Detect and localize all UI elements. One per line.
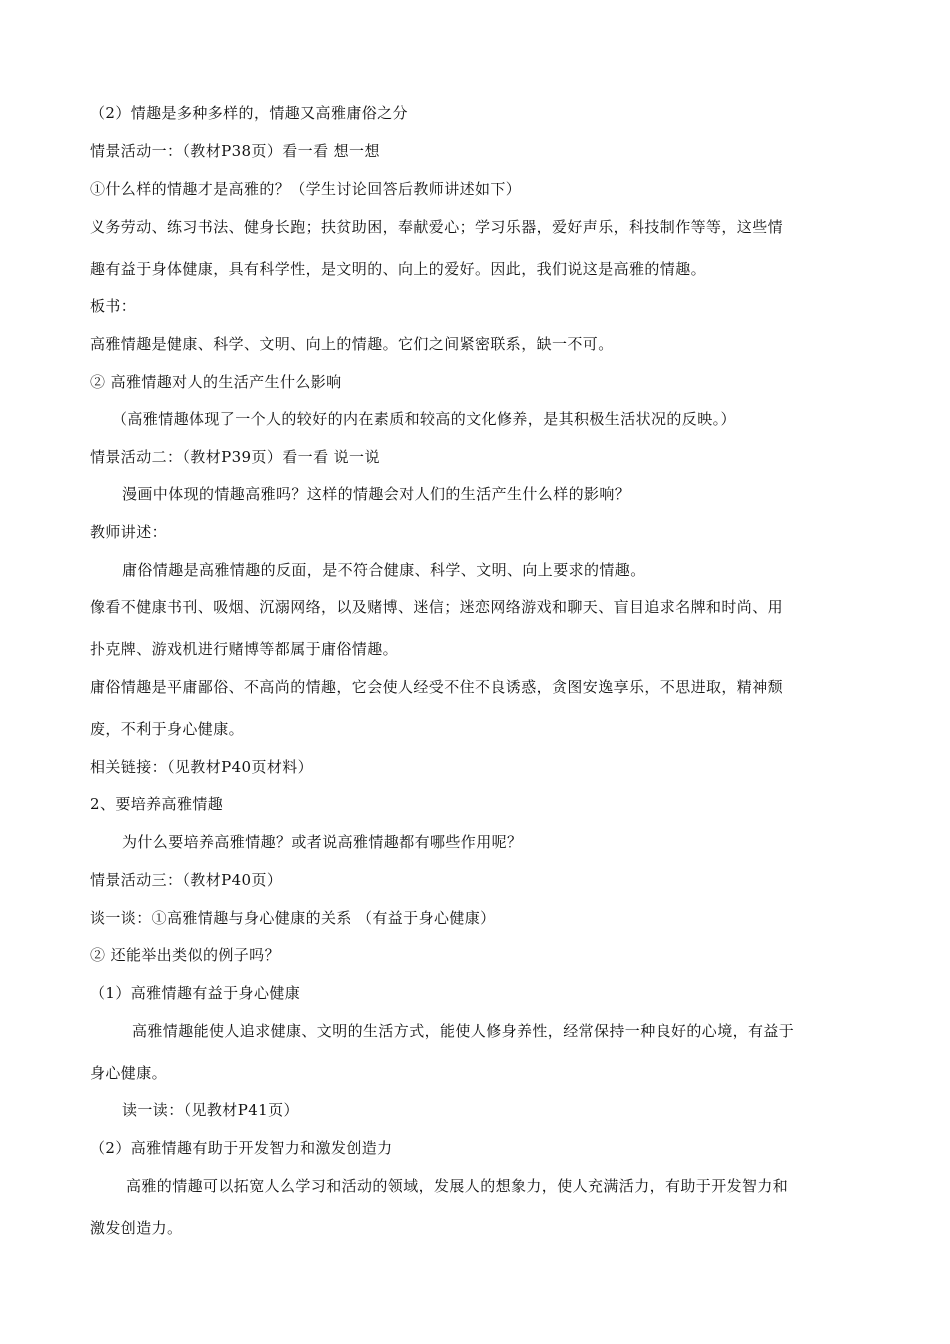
question-line: ② 高雅情趣对人的生活产生什么影响 bbox=[90, 373, 342, 391]
activity-heading: 情景活动二：（教材P39页）看一看 说一说 bbox=[90, 448, 380, 466]
paragraph-line: 高雅情趣是健康、科学、文明、向上的情趣。它们之间紧密联系，缺一不可。 bbox=[90, 335, 614, 353]
paragraph-line: 趣有益于身体健康，具有科学性，是文明的、向上的爱好。因此，我们说这是高雅的情趣。 bbox=[90, 260, 707, 278]
paragraph-line: 高雅的情趣可以拓宽人么学习和活动的领域，发展人的想象力，使人充满活力，有助于开发智力和 bbox=[126, 1177, 789, 1195]
label-line: 板书： bbox=[90, 297, 137, 315]
question-line: 为什么要培养高雅情趣？或者说高雅情趣都有哪些作用呢？ bbox=[122, 833, 523, 851]
subsection-heading: （1）高雅情趣有益于身心健康 bbox=[90, 984, 301, 1002]
question-line: ①什么样的情趣才是高雅的？（学生讨论回答后教师讲述如下） bbox=[90, 180, 522, 198]
question-line: ② 还能举出类似的例子吗？ bbox=[90, 946, 280, 964]
label-line: 读一读：（见教材P41页） bbox=[122, 1101, 299, 1119]
label-line: 相关链接：（见教材P40页材料） bbox=[90, 758, 314, 776]
paragraph-line: 庸俗情趣是平庸鄙俗、不高尚的情趣，它会使人经受不住不良诱惑，贪图安逸享乐，不思进取，精神颓 bbox=[90, 678, 784, 696]
paragraph-line: 身心健康。 bbox=[90, 1064, 168, 1082]
subsection-heading: （2）高雅情趣有助于开发智力和激发创造力 bbox=[90, 1139, 393, 1157]
question-line: 谈一谈：①高雅情趣与身心健康的关系 （有益于身心健康） bbox=[90, 909, 496, 927]
activity-heading: 情景活动一：（教材P38页）看一看 想一想 bbox=[90, 142, 380, 160]
paragraph-line: 扑克牌、游戏机进行赌博等都属于庸俗情趣。 bbox=[90, 640, 399, 658]
paragraph-line: 像看不健康书刊、吸烟、沉溺网络，以及赌博、迷信；迷恋网络游戏和聊天、盲目追求名牌和时尚、用 bbox=[90, 598, 784, 616]
paragraph-line: 激发创造力。 bbox=[90, 1219, 183, 1237]
paragraph-line: 废，不利于身心健康。 bbox=[90, 720, 245, 738]
subsection-heading: （2）情趣是多种多样的，情趣又高雅庸俗之分 bbox=[90, 104, 408, 122]
paragraph-line: 义务劳动、练习书法、健身长跑；扶贫助困，奉献爱心；学习乐器，爱好声乐，科技制作等等，这些情 bbox=[90, 218, 784, 236]
label-line: 教师讲述： bbox=[90, 523, 168, 541]
section-heading: 2、要培养高雅情趣 bbox=[90, 795, 224, 813]
paragraph-line: 漫画中体现的情趣高雅吗？这样的情趣会对人们的生活产生什么样的影响？ bbox=[122, 485, 631, 503]
paragraph-line: 庸俗情趣是高雅情趣的反面，是不符合健康、科学、文明、向上要求的情趣。 bbox=[122, 561, 646, 579]
paragraph-line: （高雅情趣体现了一个人的较好的内在素质和较高的文化修养，是其积极生活状况的反映。） bbox=[112, 410, 736, 428]
activity-heading: 情景活动三：（教材P40页） bbox=[90, 871, 283, 889]
paragraph-line: 高雅情趣能使人追求健康、文明的生活方式，能使人修身养性，经常保持一种良好的心境，有益于 bbox=[132, 1022, 795, 1040]
